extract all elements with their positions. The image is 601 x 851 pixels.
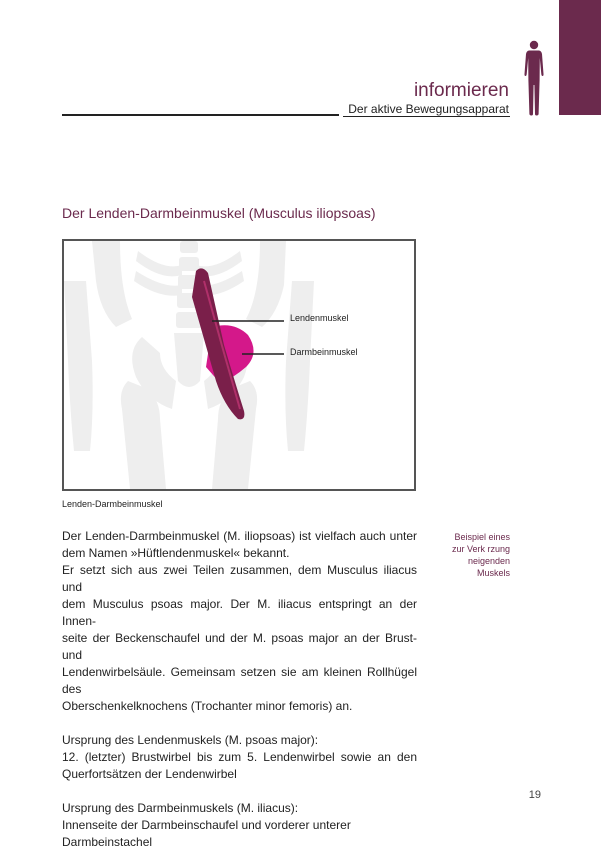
side-note-line: Muskels <box>476 568 510 578</box>
side-note-line: zur Verk rzung <box>451 544 510 554</box>
label-lendenmuskel: Lendenmuskel <box>290 313 349 323</box>
text-line: Querfortsätzen der Lendenwirbel <box>62 767 237 781</box>
side-note <box>430 531 510 579</box>
body-text <box>62 528 417 851</box>
text-line: Lendenwirbelsäule. Gemeinsam setzen sie am kleinen Rollhügel des <box>62 665 417 696</box>
text-line: seite der Beckenschaufel und der M. psoas major an der Brust- und <box>62 631 417 662</box>
corner-tab <box>559 0 601 115</box>
page-number: 19 <box>528 789 541 801</box>
header-rule-short <box>343 116 510 117</box>
text-line: dem Musculus psoas major. Der M. iliacus entspringt an der Innen- <box>62 597 417 628</box>
human-figure-icon <box>521 40 547 116</box>
text-line: dem Namen »Hüftlendenmuskel« bekannt. <box>62 546 290 560</box>
text-line: Oberschenkelknochens (Trochanter minor femoris) an. <box>62 699 353 713</box>
text-line: Innenseite der Darmbeinschaufel und vorderer unterer Darmbeinstachel <box>62 818 351 849</box>
text-line: Er setzt sich aus zwei Teilen zusammen, dem Musculus iliacus und <box>62 563 417 594</box>
side-note-line: neigenden <box>467 556 510 566</box>
header-rule <box>62 114 339 116</box>
text-line: Ursprung des Darmbeinmuskels (M. iliacus): <box>62 801 299 815</box>
text-line: Der Lenden-Darmbeinmuskel (M. iliopsoas) ist vielfach auch unter <box>62 529 417 543</box>
section-subtitle: Der aktive Bewegungsapparat <box>348 102 509 116</box>
figure-caption: Lenden-Darmbeinmuskel <box>62 499 163 509</box>
page-heading: Der Lenden-Darmbeinmuskel (Musculus iliopsoas) <box>62 205 376 221</box>
side-note-line: Beispiel eines <box>454 532 510 542</box>
anatomy-figure <box>62 239 416 491</box>
text-line: Ursprung des Lendenmuskels (M. psoas major): <box>62 733 319 747</box>
text-line: 12. (letzter) Brustwirbel bis zum 5. Lendenwirbel sowie an den <box>62 750 417 764</box>
section-title: informieren <box>413 80 509 101</box>
label-darmbeinmuskel: Darmbeinmuskel <box>290 347 358 357</box>
iliopsoas-illustration <box>64 241 414 489</box>
